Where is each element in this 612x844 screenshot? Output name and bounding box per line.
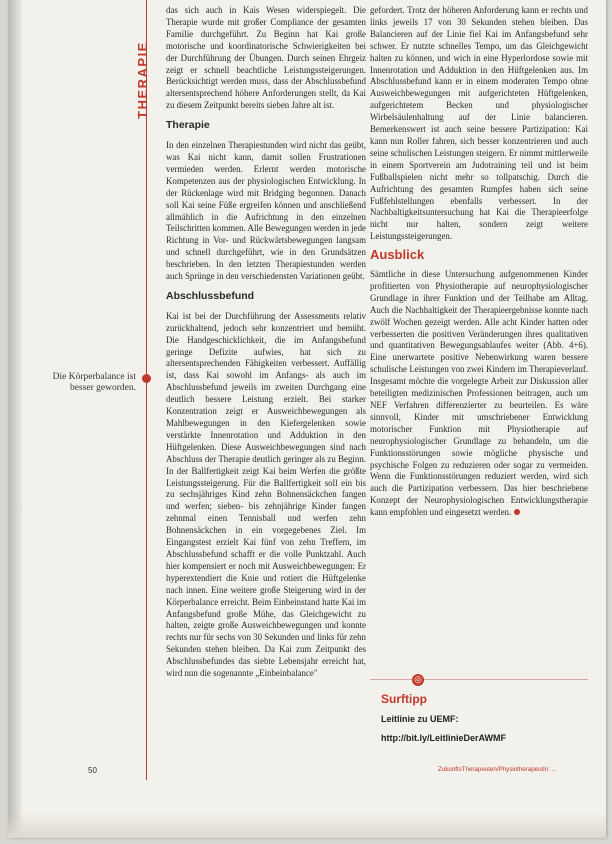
sidenote-marker-dot (142, 374, 151, 383)
heading-therapie: Therapie (166, 119, 210, 132)
heading-ausblick: Ausblick (370, 247, 425, 263)
text-column-left (166, 5, 366, 680)
text-column-right (370, 5, 588, 519)
abschlussbefund-paragraph: Kai ist bei der Durchführung der Assessments relativ zurückhaltend, jedoch sehr konzentriert und bemüht. Die Handgeschicklichkeit, die im Anfangsbefund geringe Defizite aufwies, hat sich zu altersentsprechenden Fähigkeiten verbessert. Auffällig ist, dass Kai sowohl im Anfangs- als auch im Abschlussbefund jeweils im zweiten Durchgang eine deutlich bessere Leistung erzielt. Bei starker Konzentration zeigt er Ausweichbewegungen als Mahlbewegungen in den Kiefergelenken sowie verstärkte Innenrotation und Adduktion in den Hüftgelenken. Diese Ausweichbewegungen sind nach Abschluss der Therapie deutlich geringer als zu Beginn. In der Ballfertigkeit zeigt Kai beim Werfen die größte Leistungssteigerung. Für die Ballfertigkeit soll ein bis zu sechsjähriges Kind zehn Bohnensäckchen fangen und werfen; sieben- bis zehnjährige Kinder fangen zehnmal einen Tennisball und werfen zehn Bohnensäckchen in ein vorgegebenes Ziel. Im Eingangstest erzielt Kai fünf von zehn Treffern, im Abschlussbefund schafft er die volle Punktzahl. Auch hier kompensiert er noch mit Ausweichbewegungen: Er hyperextendiert die Knie und rotiert die Hüftgelenke nach innen. Eine weitere große Steigerung wird in der Körperbalance erreicht. Beim Einbeinstand hatte Kai im Anfangsbefund große Mühe, das Gleichgewicht zu halten, zeigte große Ausweichbewegungen und konnte rechts nur für sechs von 30 Sekunden und links für zehn Sekunden stehen bleiben. Da Kai zum Zeitpunkt des Abschlussbefundes das siebte Lebensjahr erreicht hat, wird nun die sogenannte „Einbeinbalance" (166, 310, 366, 679)
section-tab (133, 40, 159, 120)
magazine-page (8, 0, 606, 838)
globe-icon: ◎ (412, 674, 424, 686)
surftipp-description: Leitlinie zu UEMF: (381, 714, 459, 724)
sidenote-quote: Die Körperbalance ist besser geworden. (52, 372, 136, 393)
heading-abschlussbefund: Abschlussbefund (166, 289, 255, 302)
journal-footer: ZukunftsTherapeuten/Physiotherapeutin: ... (438, 766, 557, 773)
page-number: 50 (88, 766, 97, 775)
page-gutter-shadow (8, 0, 22, 838)
page-bottom-shadow (8, 812, 606, 838)
ausblick-paragraph (370, 269, 588, 519)
article-end-dot (514, 509, 520, 515)
surftipp-heading: Surftipp (381, 692, 427, 706)
surftipp-link[interactable]: http://bit.ly/LeitlinieDerAWMF (381, 733, 506, 743)
therapie-paragraph: In den einzelnen Therapiestunden wird nicht das geübt, was Kai nicht kann, damit sollen Frustrationen vermieden werden. Erlernt werden motorische Kompetenzen aus der physiologischen Entwicklung. In der Rückenlage wird mit Bridging begonnen. Danach soll Kai seine Füße ergreifen können und anschließend allmählich in die Aufrichtung in den einzelnen Teilschritten kommen. Alle Bewegungen werden in jede Richtung in Vor- und Rückwärtsbewegungen langsam und schnell durchgeführt, wie in den Grundsätzen beschrieben. In den letzten Therapiestunden werden auch Sprünge in den verschiedensten Variationen geübt. (166, 140, 366, 282)
section-tab-label: THERAPIE (135, 41, 150, 119)
continuation-paragraph: gefordert. Trotz der höheren Anforderung kann er rechts und links jeweils 17 von 30 Sekunden stehen bleiben. Das Balancieren auf der Linie fiel Kai im Anfangsbefund sehr schwer. Er nutzte schnelles Tempo, um das Gleichgewicht halten zu können, und wich in eine Hyperlordose sowie mit Innenrotation und Adduktion in den Hüftgelenken aus. Im Abschlussbefund kann er in einem moderaten Tempo ohne Ausweichbewegungen mit aufgerichteten Hüftgelenken, aufgerichtetem Becken und physiologischer Wirbelsäulenhaltung auf der Linie balancieren. Bemerkenswert ist auch seine bessere Partizipation: Kai kann nun Roller fahren, sich besser konzentrieren und auch seine schulischen Leistungen steigern. Er nimmt mittlerweile in einem Sportverein am Judotraining teil und ist beim Fußballspielen nicht mehr so tollpatschig. Durch die Aufrichtung des gesamten Rumpfes haben sich seine Fußfehlstellungen ebenfalls verbessert. In der Nachbaltigkeitsuntersuchung hat Kai die Therapieerfolge nicht nur halten, sondern zeigt weitere Leistungssteigerungen. (370, 5, 588, 242)
ausblick-text: Sämtliche in diese Untersuchung aufgenommenen Kinder profitierten von Physiotherapie auf neurophysiologischer Grundlage in ihrer Funktion und der Teilhabe am Alltag. Auch die Nachhaltigkeit der Therapieergebnisse konnte nach zwölf Wochen gezeigt werden. Alle acht Kinder hatten oder verbesserten die positiven Veränderungen ihres qualitativen und quantitativen Bewegungsablaufes weiter (Abb. 4+6). Eine unerwartete positive Nebenwirkung waren bessere schulische Leistungen von zwei Kindern im Therapieverlauf. Insgesamt möchte die vorgelegte Arbeit zur Diskussion aller beteiligten medizinischen Professionen beitragen, auch um NEF Verfahren differenzierter zu beurteilen. Es wäre sinnvoll, Kinder mit umschriebener Entwicklung motorischer Funktion mit Physiotherapie auf neurophysiologischer Grundlage zu behandeln, um die Funktionsstörungen sowie mögliche physische und psychische Folgen zu reduzieren oder sogar zu vermeiden. Wenn die Funktionsstörungen reduziert werden, wird sich auch die Partizipation verbessern. Das hier beschriebene Konzept der Neurophysiologischen Entwicklungstherapie kann empfohlen und eingesetzt werden. (370, 269, 588, 518)
intro-paragraph: das sich auch in Kais Wesen widerspiegelt. Die Therapie wurde mit großer Compliance der gesamten Familie durchgeführt. Zu Beginn hat Kai große motorische und koordinatorische Schwierigkeiten bei der Durchführung der Übungen. Durch seinen Ehrgeiz zeigt er schnell beachtliche Leistungssteigerungen. Berücksichtigt werden muss, dass der Abschlussbefund altersentsprechend höhere Anforderungen stellt, da Kai zu diesem Zeitpunkt bereits sieben Jahre alt ist. (166, 5, 366, 111)
surftipp-rule (370, 679, 588, 680)
